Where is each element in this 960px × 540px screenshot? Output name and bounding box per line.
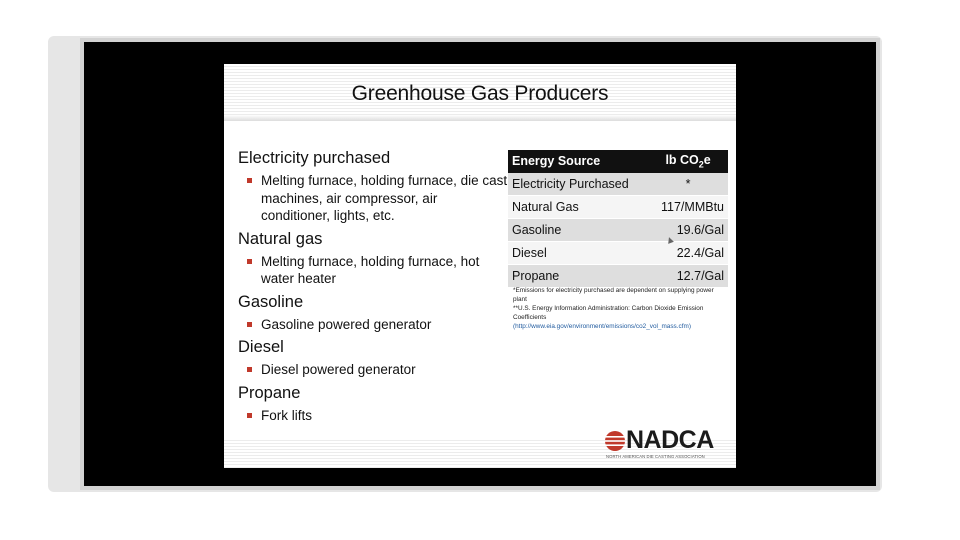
section-heading: Gasoline bbox=[238, 292, 304, 311]
nadca-logo bbox=[604, 428, 726, 462]
presentation-slide bbox=[224, 64, 736, 468]
bullet-list bbox=[238, 316, 508, 334]
table-row bbox=[508, 173, 728, 196]
table-row bbox=[508, 264, 728, 287]
cell-value: 19.6/Gal bbox=[648, 218, 728, 241]
bullet-item: Melting furnace, holding furnace, die cast machines, air compressor, air conditioner, lights, etc. bbox=[238, 172, 508, 225]
cell-source: Diesel bbox=[508, 241, 648, 264]
table-row bbox=[508, 195, 728, 218]
cell-source: Electricity Purchased bbox=[508, 173, 648, 196]
column-header-source: Energy Source bbox=[508, 150, 648, 173]
bullet-list bbox=[238, 253, 508, 288]
header-subscript: 2 bbox=[698, 159, 704, 170]
section-heading: Propane bbox=[238, 383, 301, 402]
bullet-item: Gasoline powered generator bbox=[238, 316, 508, 334]
cell-value: 22.4/Gal bbox=[648, 241, 728, 264]
title-band bbox=[224, 64, 736, 121]
cell-source: Natural Gas bbox=[508, 195, 648, 218]
cell-source: Gasoline bbox=[508, 218, 648, 241]
footnote-electricity: *Emissions for electricity purchased are dependent on supplying power plant bbox=[513, 287, 714, 303]
slide-title: Greenhouse Gas Producers bbox=[351, 82, 609, 105]
bullet-item: Melting furnace, holding furnace, hot water heater bbox=[238, 253, 508, 288]
table-row bbox=[508, 218, 728, 241]
cell-value: * bbox=[648, 173, 728, 196]
emissions-table bbox=[508, 150, 728, 288]
cell-source: Propane bbox=[508, 264, 648, 287]
logo-wordmark: NADCA bbox=[626, 426, 714, 454]
table-header-row bbox=[508, 150, 728, 173]
section-heading: Diesel bbox=[238, 338, 284, 356]
footnote-link[interactable]: (http://www.eia.gov/environment/emissions/co2_vol_mass.cfm) bbox=[513, 323, 691, 330]
bullet-item: Fork lifts bbox=[238, 407, 508, 425]
table-row bbox=[508, 241, 728, 264]
globe-mark-icon bbox=[604, 430, 626, 452]
header-text: lb CO bbox=[665, 153, 699, 167]
footnote-source: **U.S. Energy Information Administration: Carbon Dioxide Emission Coefficients bbox=[513, 305, 704, 321]
header-suffix: e bbox=[703, 153, 711, 167]
cell-value: 12.7/Gal bbox=[648, 264, 728, 287]
bullet-item: Diesel powered generator bbox=[238, 361, 508, 379]
bullet-list bbox=[238, 407, 508, 425]
bullet-list bbox=[238, 361, 508, 379]
column-header-emissions bbox=[648, 150, 728, 173]
bullet-list bbox=[238, 172, 508, 225]
cell-value: 117/MMBtu bbox=[648, 195, 728, 218]
section-heading: Electricity purchased bbox=[238, 149, 391, 167]
table-footnotes bbox=[513, 286, 727, 331]
energy-use-list bbox=[238, 148, 508, 428]
section-heading: Natural gas bbox=[238, 229, 323, 248]
logo-subtitle: NORTH AMERICAN DIE CASTING ASSOCIATION bbox=[606, 454, 705, 459]
